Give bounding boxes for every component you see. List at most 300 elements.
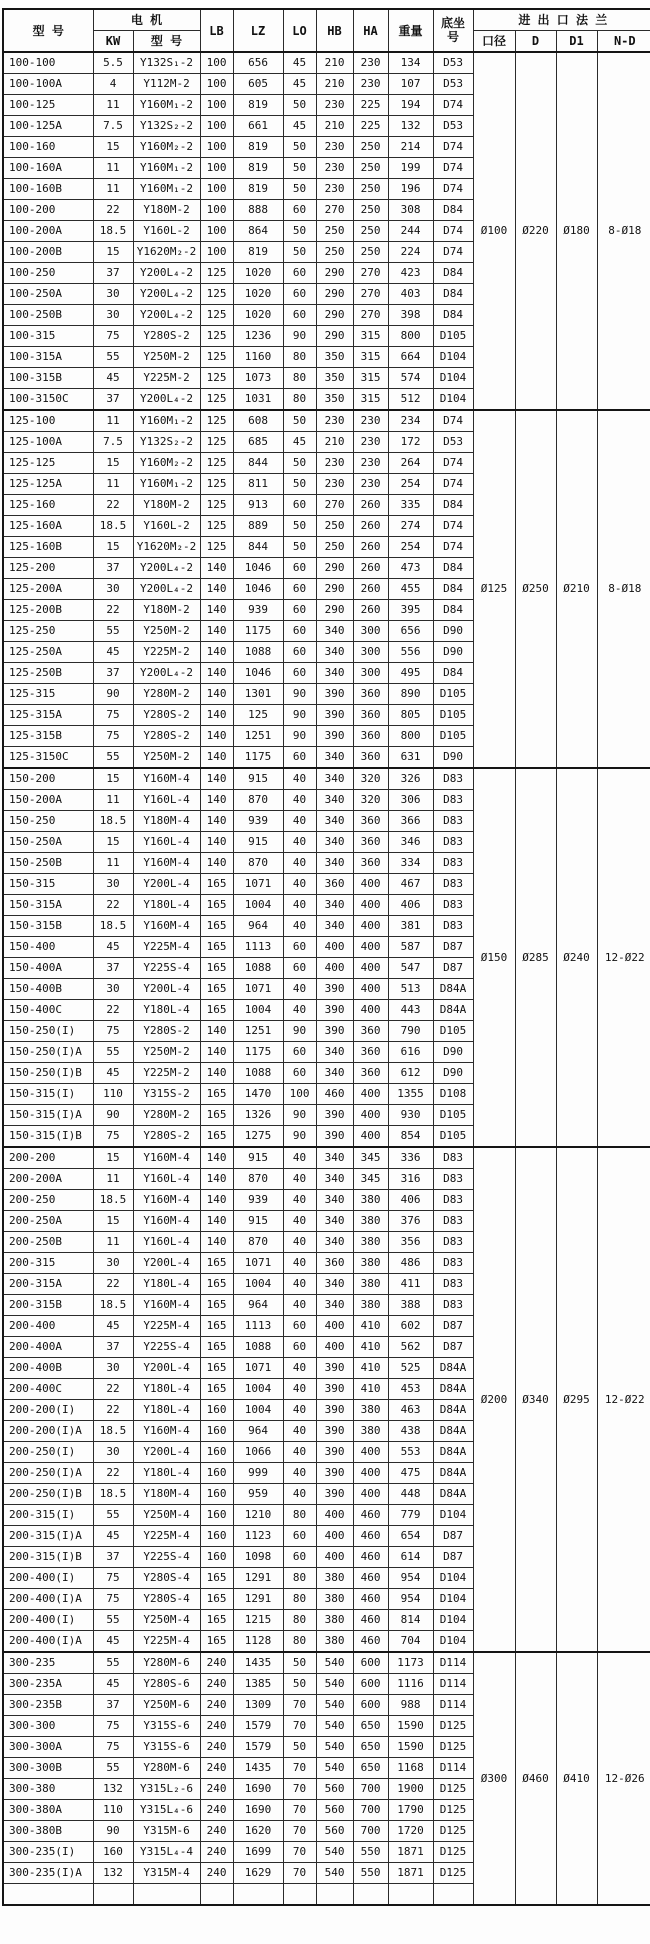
cell-flange-d1: Ø180	[556, 52, 597, 410]
cell-model: 150-315(I)A	[3, 1105, 93, 1126]
table-header	[3, 9, 650, 52]
cell-motor-kw: 37	[93, 958, 133, 979]
cell-motor-model: Y225M-4	[133, 1316, 200, 1337]
cell-ha: 260	[353, 579, 388, 600]
cell-motor-kw: 45	[93, 1631, 133, 1653]
cell-lb: 140	[200, 663, 233, 684]
cell-weight: 326	[388, 768, 433, 790]
cell-base-no: D125	[433, 1716, 473, 1737]
cell-motor-kw: 45	[93, 642, 133, 663]
cell-motor-model: Y315S-6	[133, 1716, 200, 1737]
cell-lz: 1088	[233, 1063, 283, 1084]
cell-ha: 250	[353, 158, 388, 179]
cell-hb: 390	[316, 1442, 353, 1463]
cell-ha: 460	[353, 1547, 388, 1568]
cell-motor-kw: 15	[93, 832, 133, 853]
cell-flange-d: Ø220	[515, 52, 556, 410]
cell-lz: 1073	[233, 368, 283, 389]
cell-lb: 125	[200, 410, 233, 432]
cell-ha: 400	[353, 1463, 388, 1484]
cell-lz: 1629	[233, 1863, 283, 1884]
cell-motor-kw: 45	[93, 1063, 133, 1084]
cell-lz: 819	[233, 95, 283, 116]
cell-weight: 244	[388, 221, 433, 242]
cell-motor-kw: 22	[93, 1000, 133, 1021]
cell-hb: 400	[316, 1547, 353, 1568]
cell-lb: 140	[200, 1211, 233, 1232]
cell-motor-kw: 11	[93, 158, 133, 179]
cell-motor-kw: 55	[93, 621, 133, 642]
cell-lz: 889	[233, 516, 283, 537]
cell-hb: 390	[316, 705, 353, 726]
cell-lb: 240	[200, 1821, 233, 1842]
cell-lb: 125	[200, 305, 233, 326]
cell-ha: 410	[353, 1358, 388, 1379]
cell-motor-model: Y200L₄-2	[133, 305, 200, 326]
cell-lo: 50	[283, 95, 316, 116]
cell-hb: 400	[316, 1526, 353, 1547]
cell-base-no: D84A	[433, 1379, 473, 1400]
cell-lz: 1251	[233, 1021, 283, 1042]
cell-lo: 40	[283, 1379, 316, 1400]
cell-ha: 260	[353, 495, 388, 516]
cell-ha: 300	[353, 642, 388, 663]
cell-motor-model: Y280S-2	[133, 1021, 200, 1042]
cell-motor-model: Y160L-4	[133, 790, 200, 811]
cell-motor-model: Y132S₂-2	[133, 432, 200, 453]
cell-model: 125-125A	[3, 474, 93, 495]
cell-lb: 140	[200, 832, 233, 853]
page	[0, 8, 650, 1944]
cell-motor-kw: 55	[93, 747, 133, 769]
cell-motor-kw: 160	[93, 1842, 133, 1863]
cell-weight: 196	[388, 179, 433, 200]
cell-hb: 350	[316, 347, 353, 368]
cell-motor-model: Y180M-4	[133, 811, 200, 832]
cell-model: 300-380A	[3, 1800, 93, 1821]
cell-lo: 50	[283, 1674, 316, 1695]
cell-hb: 400	[316, 1316, 353, 1337]
cell-hb: 230	[316, 95, 353, 116]
cell-lb: 240	[200, 1863, 233, 1884]
cell-lb: 160	[200, 1463, 233, 1484]
cell-lb: 125	[200, 347, 233, 368]
cell-ha: 345	[353, 1169, 388, 1190]
cell-motor-kw: 110	[93, 1800, 133, 1821]
cell-motor-kw: 132	[93, 1863, 133, 1884]
cell-motor-model: Y180M-4	[133, 1484, 200, 1505]
cell-hb: 250	[316, 537, 353, 558]
cell-lo: 40	[283, 853, 316, 874]
cell-model: 300-235A	[3, 1674, 93, 1695]
cell-lb: 100	[200, 221, 233, 242]
cell-ha: 230	[353, 474, 388, 495]
cell-weight: 194	[388, 95, 433, 116]
cell-base-no: D104	[433, 368, 473, 389]
cell-base-no: D53	[433, 74, 473, 95]
cell-lz: 844	[233, 537, 283, 558]
cell-lb: 165	[200, 1568, 233, 1589]
cell-motor-model: Y180L-4	[133, 1379, 200, 1400]
cell-base-no: D84A	[433, 1400, 473, 1421]
cell-motor-kw: 55	[93, 1758, 133, 1779]
cell-weight: 805	[388, 705, 433, 726]
cell-weight: 473	[388, 558, 433, 579]
cell-motor-model: Y225M-4	[133, 1526, 200, 1547]
cell-hb: 230	[316, 158, 353, 179]
cell-ha: 460	[353, 1589, 388, 1610]
cell-motor-model: Y315L₂-6	[133, 1779, 200, 1800]
table-row	[3, 52, 650, 74]
cell-lz: 1175	[233, 621, 283, 642]
cell-motor-model: Y200L₄-2	[133, 389, 200, 411]
cell-lb: 160	[200, 1421, 233, 1442]
cell-base-no: D84	[433, 200, 473, 221]
cell-hb: 540	[316, 1652, 353, 1674]
header-flange: 进 出 口 法 兰	[473, 9, 650, 31]
cell-lz: 1004	[233, 1274, 283, 1295]
cell-hb: 250	[316, 221, 353, 242]
cell-ha: 600	[353, 1652, 388, 1674]
cell-motor-kw: 75	[93, 1589, 133, 1610]
cell-hb: 400	[316, 1505, 353, 1526]
cell-motor-kw: 75	[93, 1126, 133, 1148]
cell-lb: 160	[200, 1442, 233, 1463]
cell-ha: 360	[353, 1021, 388, 1042]
cell-lz: 1020	[233, 263, 283, 284]
cell-model: 150-200A	[3, 790, 93, 811]
cell-lz: 125	[233, 705, 283, 726]
cell-motor-model: Y180L-4	[133, 1463, 200, 1484]
cell-model: 150-315(I)	[3, 1084, 93, 1105]
cell-lo: 50	[283, 516, 316, 537]
cell-model: 150-400A	[3, 958, 93, 979]
cell-weight: 411	[388, 1274, 433, 1295]
cell-lb: 240	[200, 1716, 233, 1737]
cell-hb: 340	[316, 895, 353, 916]
cell-motor-kw: 30	[93, 874, 133, 895]
cell-lo: 40	[283, 1190, 316, 1211]
cell-motor-model: Y200L-4	[133, 874, 200, 895]
cell-motor-kw: 11	[93, 95, 133, 116]
cell-motor-model: Y280S-4	[133, 1568, 200, 1589]
cell-weight: 107	[388, 74, 433, 95]
cell-base-no: D83	[433, 916, 473, 937]
cell-lo: 50	[283, 410, 316, 432]
cell-weight: 486	[388, 1253, 433, 1274]
cell-lz: 964	[233, 1421, 283, 1442]
cell-motor-model: Y250M-4	[133, 1505, 200, 1526]
cell-model: 100-3150C	[3, 389, 93, 411]
cell-flange-d1: Ø240	[556, 768, 597, 1147]
cell-motor-model: Y180M-2	[133, 200, 200, 221]
header-flange-nd: N-D	[597, 31, 650, 53]
cell-motor-model: Y160L-2	[133, 516, 200, 537]
cell-lb: 140	[200, 811, 233, 832]
cell-lo: 40	[283, 1169, 316, 1190]
cell-lo: 40	[283, 811, 316, 832]
cell-model: 200-200A	[3, 1169, 93, 1190]
cell-ha: 650	[353, 1758, 388, 1779]
cell-lb: 240	[200, 1758, 233, 1779]
cell-lb: 100	[200, 95, 233, 116]
cell-weight: 553	[388, 1442, 433, 1463]
cell-weight	[388, 1884, 433, 1906]
cell-hb: 230	[316, 453, 353, 474]
cell-ha: 320	[353, 768, 388, 790]
cell-base-no: D53	[433, 116, 473, 137]
cell-flange-dn: Ø125	[473, 410, 515, 768]
cell-lo: 70	[283, 1800, 316, 1821]
cell-lo: 40	[283, 1295, 316, 1316]
cell-motor-model: Y160M-4	[133, 1295, 200, 1316]
cell-base-no: D87	[433, 958, 473, 979]
cell-motor-kw: 37	[93, 389, 133, 411]
cell-base-no: D84	[433, 263, 473, 284]
cell-motor-kw: 90	[93, 684, 133, 705]
cell-hb: 340	[316, 1190, 353, 1211]
cell-base-no: D83	[433, 790, 473, 811]
cell-ha: 650	[353, 1737, 388, 1758]
cell-model: 150-315(I)B	[3, 1126, 93, 1148]
cell-motor-model: Y180M-2	[133, 495, 200, 516]
cell-weight: 234	[388, 410, 433, 432]
cell-motor-model: Y225S-4	[133, 1547, 200, 1568]
cell-ha: 360	[353, 726, 388, 747]
cell-base-no: D105	[433, 1105, 473, 1126]
cell-model: 150-400C	[3, 1000, 93, 1021]
cell-lo: 60	[283, 558, 316, 579]
cell-lb: 125	[200, 389, 233, 411]
cell-motor-model: Y250M-2	[133, 747, 200, 769]
cell-motor-kw: 30	[93, 284, 133, 305]
cell-base-no: D84A	[433, 1421, 473, 1442]
cell-model: 100-125A	[3, 116, 93, 137]
cell-ha: 410	[353, 1379, 388, 1400]
cell-base-no: D125	[433, 1779, 473, 1800]
cell-base-no: D83	[433, 1169, 473, 1190]
cell-model: 200-315	[3, 1253, 93, 1274]
cell-ha: 360	[353, 1063, 388, 1084]
cell-hb: 390	[316, 1105, 353, 1126]
cell-hb: 540	[316, 1716, 353, 1737]
cell-model: 200-250(I)	[3, 1442, 93, 1463]
cell-model: 100-100	[3, 52, 93, 74]
cell-ha: 230	[353, 410, 388, 432]
cell-weight: 614	[388, 1547, 433, 1568]
cell-model: 125-160	[3, 495, 93, 516]
cell-motor-kw: 75	[93, 1716, 133, 1737]
cell-base-no: D84	[433, 284, 473, 305]
header-flange-d: D	[515, 31, 556, 53]
cell-lo: 70	[283, 1695, 316, 1716]
cell-hb: 400	[316, 958, 353, 979]
cell-hb: 210	[316, 52, 353, 74]
cell-motor-kw: 11	[93, 1169, 133, 1190]
cell-ha: 700	[353, 1821, 388, 1842]
cell-lb: 100	[200, 137, 233, 158]
cell-motor-kw: 5.5	[93, 52, 133, 74]
cell-lo: 40	[283, 1232, 316, 1253]
cell-base-no: D74	[433, 95, 473, 116]
cell-ha: 250	[353, 137, 388, 158]
cell-ha: 270	[353, 284, 388, 305]
cell-motor-kw: 90	[93, 1105, 133, 1126]
cell-motor-kw: 15	[93, 1147, 133, 1169]
cell-model: 150-250A	[3, 832, 93, 853]
cell-lo: 40	[283, 1442, 316, 1463]
cell-hb: 390	[316, 1379, 353, 1400]
cell-hb: 290	[316, 600, 353, 621]
cell-lo: 60	[283, 600, 316, 621]
cell-model: 125-100	[3, 410, 93, 432]
cell-lb: 140	[200, 579, 233, 600]
cell-flange-nd: 8-Ø18	[597, 410, 650, 768]
cell-lb: 100	[200, 200, 233, 221]
cell-ha: 380	[353, 1211, 388, 1232]
cell-base-no: D84	[433, 663, 473, 684]
cell-ha: 360	[353, 705, 388, 726]
cell-hb: 340	[316, 1042, 353, 1063]
cell-motor-kw: 11	[93, 179, 133, 200]
cell-model: 150-250B	[3, 853, 93, 874]
cell-hb: 340	[316, 853, 353, 874]
cell-lz: 819	[233, 179, 283, 200]
cell-model: 125-160B	[3, 537, 93, 558]
cell-lo: 40	[283, 874, 316, 895]
cell-hb: 540	[316, 1863, 353, 1884]
cell-base-no: D105	[433, 684, 473, 705]
cell-model: 200-400(I)A	[3, 1589, 93, 1610]
cell-lz: 1020	[233, 305, 283, 326]
cell-motor-model: Y280M-2	[133, 1105, 200, 1126]
cell-model: 200-200(I)A	[3, 1421, 93, 1442]
cell-model: 300-380B	[3, 1821, 93, 1842]
cell-ha: 360	[353, 811, 388, 832]
cell-lo: 50	[283, 453, 316, 474]
cell-ha: 380	[353, 1295, 388, 1316]
cell-flange-nd: 12-Ø22	[597, 768, 650, 1147]
cell-lo: 60	[283, 1042, 316, 1063]
cell-motor-model: Y160M₁-2	[133, 474, 200, 495]
cell-lz: 1071	[233, 874, 283, 895]
cell-lz: 915	[233, 832, 283, 853]
cell-lz: 819	[233, 158, 283, 179]
cell-hb: 290	[316, 326, 353, 347]
cell-model: 300-300	[3, 1716, 93, 1737]
cell-lz: 811	[233, 474, 283, 495]
cell-weight: 438	[388, 1421, 433, 1442]
cell-lz: 1046	[233, 579, 283, 600]
cell-weight: 346	[388, 832, 433, 853]
cell-ha: 270	[353, 305, 388, 326]
cell-ha: 270	[353, 263, 388, 284]
cell-model: 300-380	[3, 1779, 93, 1800]
cell-model: 125-200A	[3, 579, 93, 600]
cell-weight: 264	[388, 453, 433, 474]
cell-lz: 939	[233, 600, 283, 621]
cell-weight: 704	[388, 1631, 433, 1653]
cell-ha: 380	[353, 1253, 388, 1274]
cell-lo: 40	[283, 790, 316, 811]
cell-lo: 45	[283, 432, 316, 453]
cell-lb: 100	[200, 242, 233, 263]
cell-lo: 40	[283, 832, 316, 853]
cell-weight: 336	[388, 1147, 433, 1169]
cell-model: 200-400(I)	[3, 1568, 93, 1589]
cell-motor-model: Y315L₄-6	[133, 1800, 200, 1821]
cell-lz: 1071	[233, 1358, 283, 1379]
cell-model: 125-160A	[3, 516, 93, 537]
cell-weight: 443	[388, 1000, 433, 1021]
cell-motor-model: Y180L-4	[133, 1400, 200, 1421]
cell-lz: 1435	[233, 1652, 283, 1674]
cell-flange-d: Ø460	[515, 1652, 556, 1905]
cell-motor-model: Y280M-6	[133, 1758, 200, 1779]
cell-lz: 870	[233, 790, 283, 811]
cell-hb: 390	[316, 1463, 353, 1484]
cell-base-no: D84A	[433, 1442, 473, 1463]
cell-ha: 345	[353, 1147, 388, 1169]
cell-motor-kw: 18.5	[93, 516, 133, 537]
cell-motor-kw: 55	[93, 1505, 133, 1526]
cell-lo: 100	[283, 1084, 316, 1105]
cell-hb: 340	[316, 747, 353, 769]
cell-lb: 125	[200, 284, 233, 305]
cell-lo: 40	[283, 1274, 316, 1295]
cell-base-no: D125	[433, 1800, 473, 1821]
cell-base-no: D125	[433, 1863, 473, 1884]
cell-motor-model: Y160L-4	[133, 1169, 200, 1190]
cell-base-no: D74	[433, 221, 473, 242]
cell-base-no: D108	[433, 1084, 473, 1105]
cell-base-no: D74	[433, 537, 473, 558]
cell-motor-model: Y280S-2	[133, 326, 200, 347]
cell-ha: 600	[353, 1674, 388, 1695]
cell-hb: 560	[316, 1800, 353, 1821]
cell-weight: 395	[388, 600, 433, 621]
cell-motor-kw: 45	[93, 1674, 133, 1695]
cell-lb: 100	[200, 116, 233, 137]
cell-lz: 913	[233, 495, 283, 516]
cell-lo: 60	[283, 495, 316, 516]
cell-weight: 376	[388, 1211, 433, 1232]
cell-motor-kw: 37	[93, 558, 133, 579]
cell-motor-kw: 18.5	[93, 221, 133, 242]
cell-weight: 335	[388, 495, 433, 516]
cell-lb: 140	[200, 684, 233, 705]
cell-lb: 125	[200, 453, 233, 474]
cell-weight: 664	[388, 347, 433, 368]
cell-flange-dn: Ø200	[473, 1147, 515, 1652]
cell-lz: 870	[233, 1169, 283, 1190]
cell-ha: 315	[353, 347, 388, 368]
cell-model: 200-250(I)B	[3, 1484, 93, 1505]
cell-lo: 80	[283, 1589, 316, 1610]
cell-lo: 80	[283, 347, 316, 368]
cell-motor-kw: 30	[93, 1358, 133, 1379]
cell-motor-model: Y200L₄-2	[133, 579, 200, 600]
cell-lb: 100	[200, 179, 233, 200]
cell-weight: 1590	[388, 1716, 433, 1737]
cell-lo: 70	[283, 1779, 316, 1800]
cell-motor-model: Y225M-4	[133, 937, 200, 958]
cell-lz: 1175	[233, 747, 283, 769]
header-motor-model: 型 号	[133, 31, 200, 53]
cell-lo: 60	[283, 305, 316, 326]
cell-ha: 400	[353, 979, 388, 1000]
cell-model: 200-400B	[3, 1358, 93, 1379]
